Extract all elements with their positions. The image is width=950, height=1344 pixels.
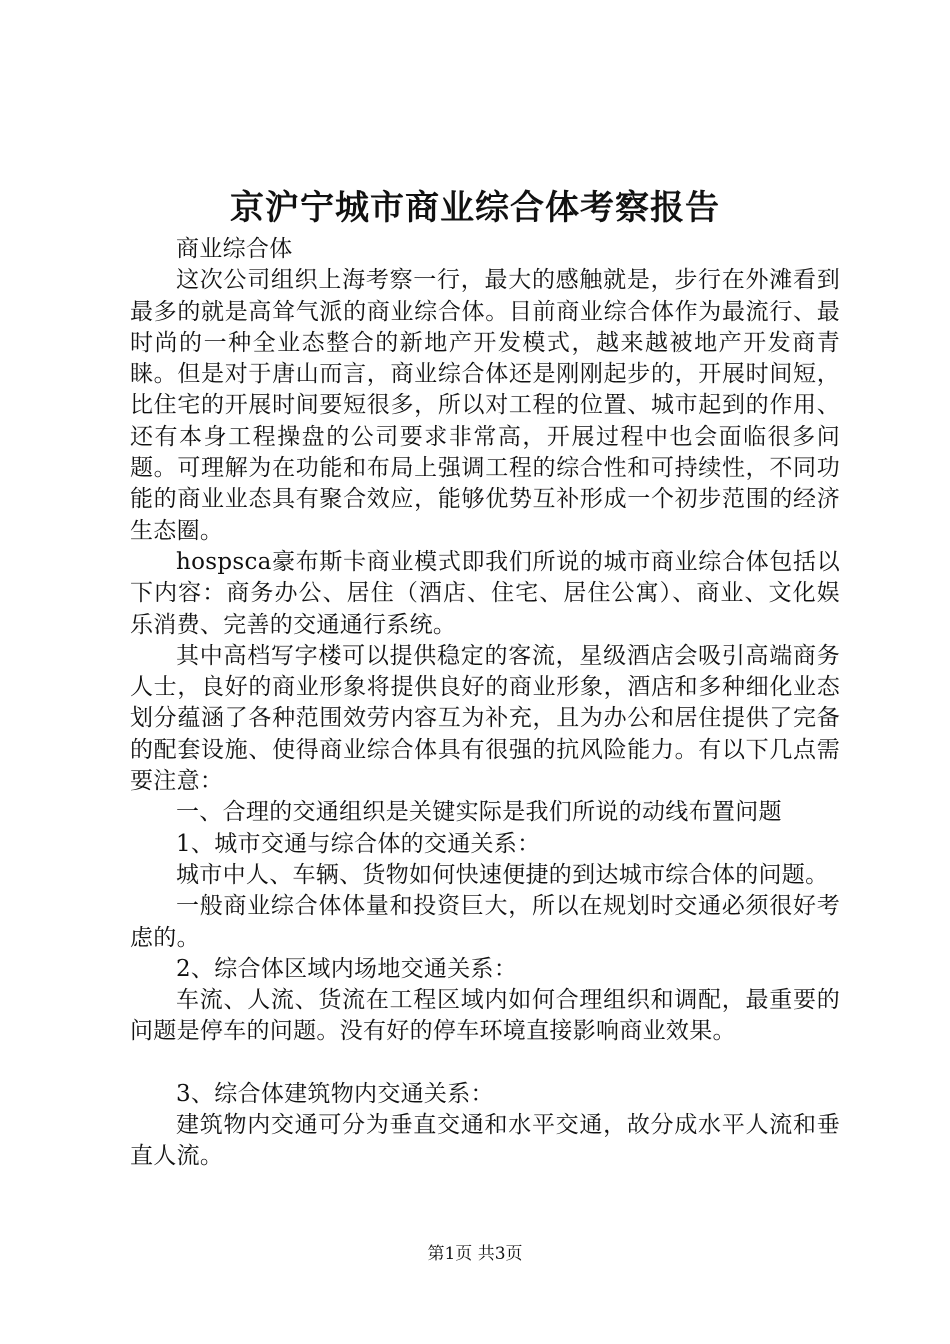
paragraph: 城市中人、车辆、货物如何快速便捷的到达城市综合体的问题。: [176, 861, 829, 888]
document-title: 京沪宁城市商业综合体考察报告: [230, 188, 720, 228]
paragraph-heading: 商业综合体: [176, 236, 293, 262]
paragraph: 其中高档写字楼可以提供稳定的客流，星级酒店会吸引高端商务人士，良好的商业形象将提供良好的商业形象，酒店和多种细化业态划分蕴涵了各种范围效劳内容互为补充，且为办公和居住提供了完备的配套设施、使得商业综合体具有很强的抗风险能力。有以下几点需要注意：: [130, 642, 840, 795]
paragraph: 建筑物内交通可分为垂直交通和水平交通，故分成水平人流和垂直人流。: [130, 1112, 840, 1170]
document-body: [130, 234, 840, 1173]
paragraph: 一般商业综合体体量和投资巨大，所以在规划时交通必须很好考虑的。: [130, 893, 840, 951]
subsection-heading: 2、综合体区域内场地交通关系：: [176, 955, 518, 982]
paragraph: 车流、人流、货流在工程区域内如何合理组织和调配，最重要的问题是停车的问题。没有好的停车环境直接影响商业效果。: [130, 987, 840, 1045]
section-heading: 一、合理的交通组织是关键实际是我们所说的动线布置问题: [176, 799, 782, 826]
paragraph: 这次公司组织上海考察一行，最大的感触就是，步行在外滩看到最多的就是高耸气派的商业综合体。目前商业综合体作为最流行、最时尚的一种全业态整合的新地产开发模式，越来越被地产开发商青睐。但是对于唐山而言，商业综合体还是刚刚起步的，开展时间短，比住宅的开展时间要短很多，所以对工程的位置、城市起到的作用、还有本身工程操盘的公司要求非常高，开展过程中也会面临很多问题。可理解为在功能和布局上强调工程的综合性和可持续性，不同功能的商业业态具有聚合效应，能够优势互补形成一个初步范围的经济生态圈。: [130, 267, 840, 544]
subsection-heading: 3、综合体建筑物内交通关系：: [176, 1080, 494, 1107]
page-footer: 第1页 共3页: [427, 1244, 523, 1264]
paragraph: hospsca豪布斯卡商业模式即我们所说的城市商业综合体包括以下内容：商务办公、居住（酒店、住宅、居住公寓）、商业、文化娱乐消费、完善的交通通行系统。: [130, 548, 840, 638]
subsection-heading: 1、城市交通与综合体的交通关系：: [176, 830, 541, 857]
